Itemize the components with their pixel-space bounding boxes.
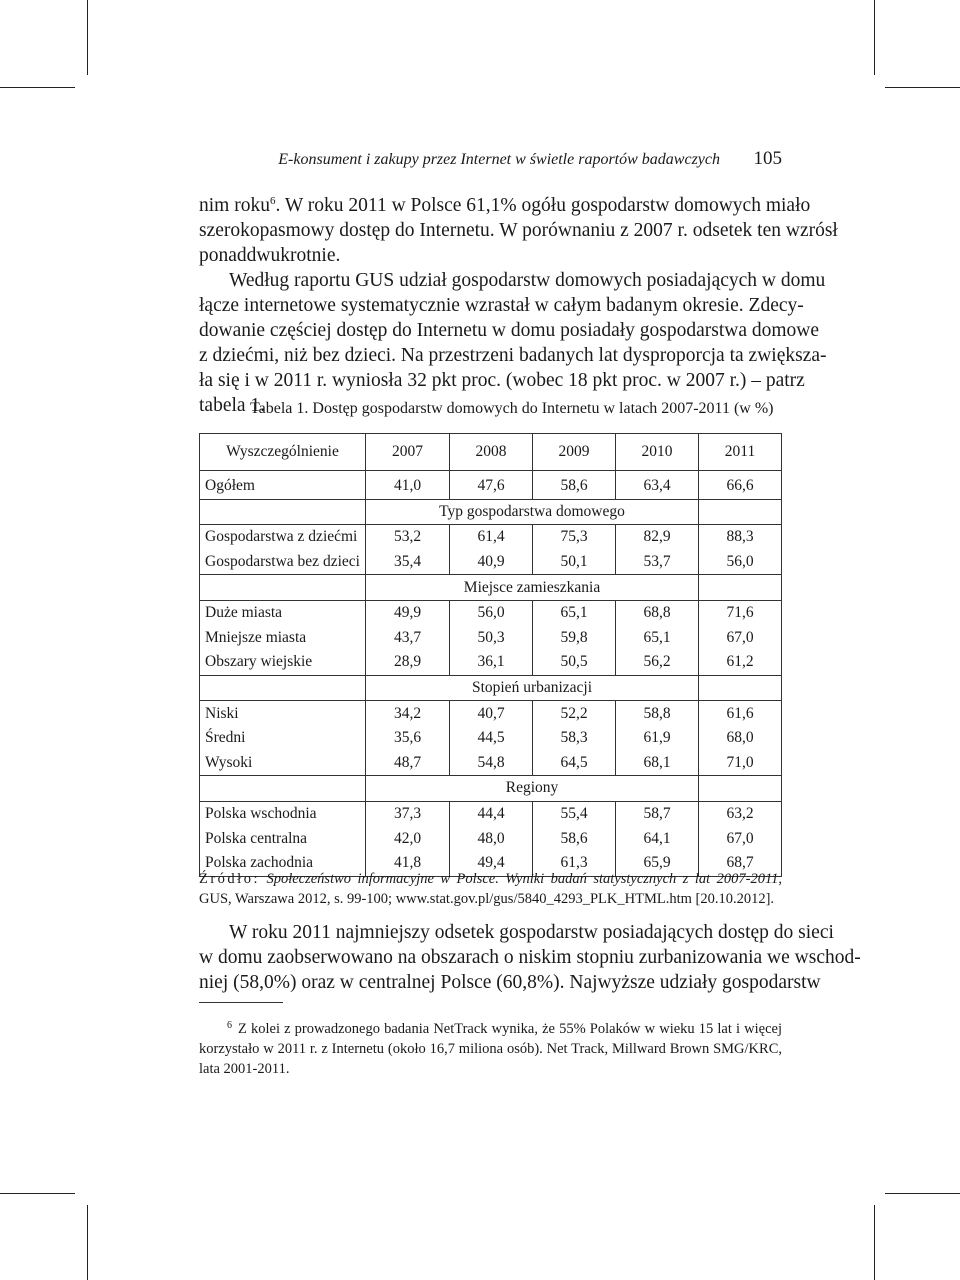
section-spacer [699,776,782,802]
text-line: niej (58,0%) oraz w centralnej Polsce (60,8%). Najwyższe udziały gospodarstw [199,972,821,993]
table-cell: 54,8 [450,751,533,776]
table-cell: 67,0 [699,826,782,851]
table-cell: 59,8 [533,626,616,651]
table-cell: 53,2 [366,525,450,550]
source-title: Społeczeństwo informacyjne w Polsce. Wyniki badań statystycznych z lat 2007-2011 [266,871,779,887]
table-cell: 75,3 [533,525,616,550]
table-row [200,471,782,500]
section-spacer [200,776,366,802]
table-cell: 68,1 [616,751,699,776]
row-label: Niski [200,701,366,726]
section-title: Typ gospodarstwa domowego [366,499,699,525]
table-cell: 61,4 [450,525,533,550]
table-cell: 61,3 [533,851,616,876]
table-cell: 56,0 [699,550,782,575]
section-title: Stopień urbanizacji [366,675,699,701]
crop-mark [885,1193,960,1194]
crop-mark [0,1193,75,1194]
row-label: Średni [200,726,366,751]
text-line: ła się i w 2011 r. wyniosła 32 pkt proc. (wobec 18 pkt proc. w 2007 r.) – patrz [199,370,805,391]
table-cell: 58,8 [616,701,699,726]
table-row [200,826,782,851]
row-label: Wysoki [200,751,366,776]
table-cell: 61,2 [699,650,782,675]
table-caption: Tabela 1. Dostęp gospodarstw domowych do Internetu w latach 2007-2011 (w %) [250,400,774,417]
data-table [199,433,782,877]
table-cell: 49,9 [366,600,450,625]
table-cell: 35,4 [366,550,450,575]
section-spacer [200,675,366,701]
source-details: , GUS, Warszawa 2012, s. 99-100; www.stat.gov.pl/gus/5840_4293_PLK_HTML.htm [20.10.2012]. [199,871,782,907]
text-line: dowanie częściej dostęp do Internetu w domu posiadały gospodarstwa domowe [199,320,820,341]
table-cell: 48,7 [366,751,450,776]
table-cell: 43,7 [366,626,450,651]
text-line: Według raportu GUS udział gospodarstw domowych posiadających w domu [229,270,826,291]
table-cell: 56,0 [450,600,533,625]
table-cell: 58,7 [616,801,699,826]
table-cell: 48,0 [450,826,533,851]
table-cell: 53,7 [616,550,699,575]
section-row [200,499,782,525]
page-number: 105 [753,148,782,169]
table-cell: 65,9 [616,851,699,876]
section-spacer [699,675,782,701]
section-row [200,675,782,701]
footnote-ref[interactable]: 6 [269,195,276,207]
row-label: Polska centralna [200,826,366,851]
table-cell: 71,0 [699,751,782,776]
table-cell: 34,2 [366,701,450,726]
crop-mark [874,1205,875,1280]
table-cell: 47,6 [450,471,533,500]
crop-mark [885,87,960,88]
crop-mark [87,1205,88,1280]
table-cell: 63,4 [616,471,699,500]
text-line: $^6$ Z kolei z prowadzonego badania NetTrack wynika, że 55% Polaków w wieku 15 lat i więcej [227,1020,782,1037]
text-line: w domu zaobserwowano na obszarach o niskim stopniu zurbanizowania we wschod- [199,947,861,968]
text-line: z dziećmi, niż bez dzieci. Na przestrzeni badanych lat dysproporcja ta zwiększa- [199,345,827,366]
table-cell: 44,5 [450,726,533,751]
table-cell: 64,1 [616,826,699,851]
table-cell: 50,5 [533,650,616,675]
table-cell: 42,0 [366,826,450,851]
table-row [200,701,782,726]
crop-mark [0,87,75,88]
row-label: Obszary wiejskie [200,650,366,675]
section-row [200,575,782,601]
column-header: 2007 [366,434,450,471]
column-header: 2009 [533,434,616,471]
table-cell: 58,6 [533,826,616,851]
row-label: Ogółem [200,471,366,500]
row-label: Duże miasta [200,600,366,625]
section-spacer [699,499,782,525]
source-note [199,869,782,909]
table-cell: 61,9 [616,726,699,751]
section-row [200,776,782,802]
table-cell: 50,3 [450,626,533,651]
text-line: nim roku$^6$. W roku 2011 w Polsce 61,1% ogółu gospodarstw domowych miało [199,195,811,216]
table-cell: 68,7 [699,851,782,876]
table-cell: 67,0 [699,626,782,651]
text-line: ponaddwukrotnie. [199,245,341,266]
column-header: 2011 [699,434,782,471]
table-header-row [200,434,782,471]
text-line: W roku 2011 najmniejszy odsetek gospodarstw posiadających dostęp do sieci [229,922,834,943]
table-cell: 41,0 [366,471,450,500]
text-line: tabela 1. [199,395,266,416]
row-label: Polska wschodnia [200,801,366,826]
table-cell: 66,6 [699,471,782,500]
table-cell: 36,1 [450,650,533,675]
table-cell: 50,1 [533,550,616,575]
table-cell: 44,4 [450,801,533,826]
table-cell: 40,9 [450,550,533,575]
table-row [200,525,782,550]
text-line: korzystało w 2011 r. z Internetu (około 16,7 miliona osób). Net Track, Millward Brown SMG/KRC, [199,1041,782,1057]
text-line: łącze internetowe systematycznie wzrastał w całym badanym okresie. Zdecy- [199,295,804,316]
table-cell: 56,2 [616,650,699,675]
running-title: E-konsument i zakupy przez Internet w świetle raportów badawczych [278,151,720,168]
section-title: Regiony [366,776,699,802]
column-header: 2010 [616,434,699,471]
table-cell: 63,2 [699,801,782,826]
row-label: Gospodarstwa bez dzieci [200,550,366,575]
row-label: Gospodarstwa z dziećmi [200,525,366,550]
table-row [200,726,782,751]
table-cell: 58,3 [533,726,616,751]
table-cell: 68,0 [699,726,782,751]
closing-paragraph [199,920,861,995]
source-label: Źródło: [199,871,260,887]
table-row [200,801,782,826]
table-row [200,626,782,651]
table-row [200,600,782,625]
table-cell: 65,1 [533,600,616,625]
section-spacer [200,575,366,601]
table-cell: 41,8 [366,851,450,876]
crop-mark [874,0,875,75]
text-line: lata 2001-2011. [199,1061,290,1077]
table-row [200,650,782,675]
section-spacer [699,575,782,601]
table-cell: 28,9 [366,650,450,675]
footnote [199,1016,782,1079]
section-title: Miejsce zamieszkania [366,575,699,601]
column-header: 2008 [450,434,533,471]
table-cell: 88,3 [699,525,782,550]
table-cell: 35,6 [366,726,450,751]
table-cell: 52,2 [533,701,616,726]
table-cell: 82,9 [616,525,699,550]
text-line: szerokopasmowy dostęp do Internetu. W porównaniu z 2007 r. odsetek ten wzrósł [199,220,838,241]
row-label: Polska zachodnia [200,851,366,876]
table-cell: 65,1 [616,626,699,651]
table-cell: 64,5 [533,751,616,776]
table-row [200,751,782,776]
row-label: Mniejsze miasta [200,626,366,651]
footnote-number: 6 [227,1020,232,1031]
crop-mark [87,0,88,75]
table-cell: 71,6 [699,600,782,625]
footnote-rule [199,1002,283,1003]
table-row [200,550,782,575]
table-cell: 55,4 [533,801,616,826]
table-cell: 61,6 [699,701,782,726]
running-header [200,148,782,172]
table-cell: 40,7 [450,701,533,726]
table-cell: 58,6 [533,471,616,500]
table-cell: 37,3 [366,801,450,826]
table-cell: 49,4 [450,851,533,876]
column-header: Wyszczególnienie [200,434,366,471]
section-spacer [200,499,366,525]
table-cell: 68,8 [616,600,699,625]
intro-paragraph [199,189,838,418]
